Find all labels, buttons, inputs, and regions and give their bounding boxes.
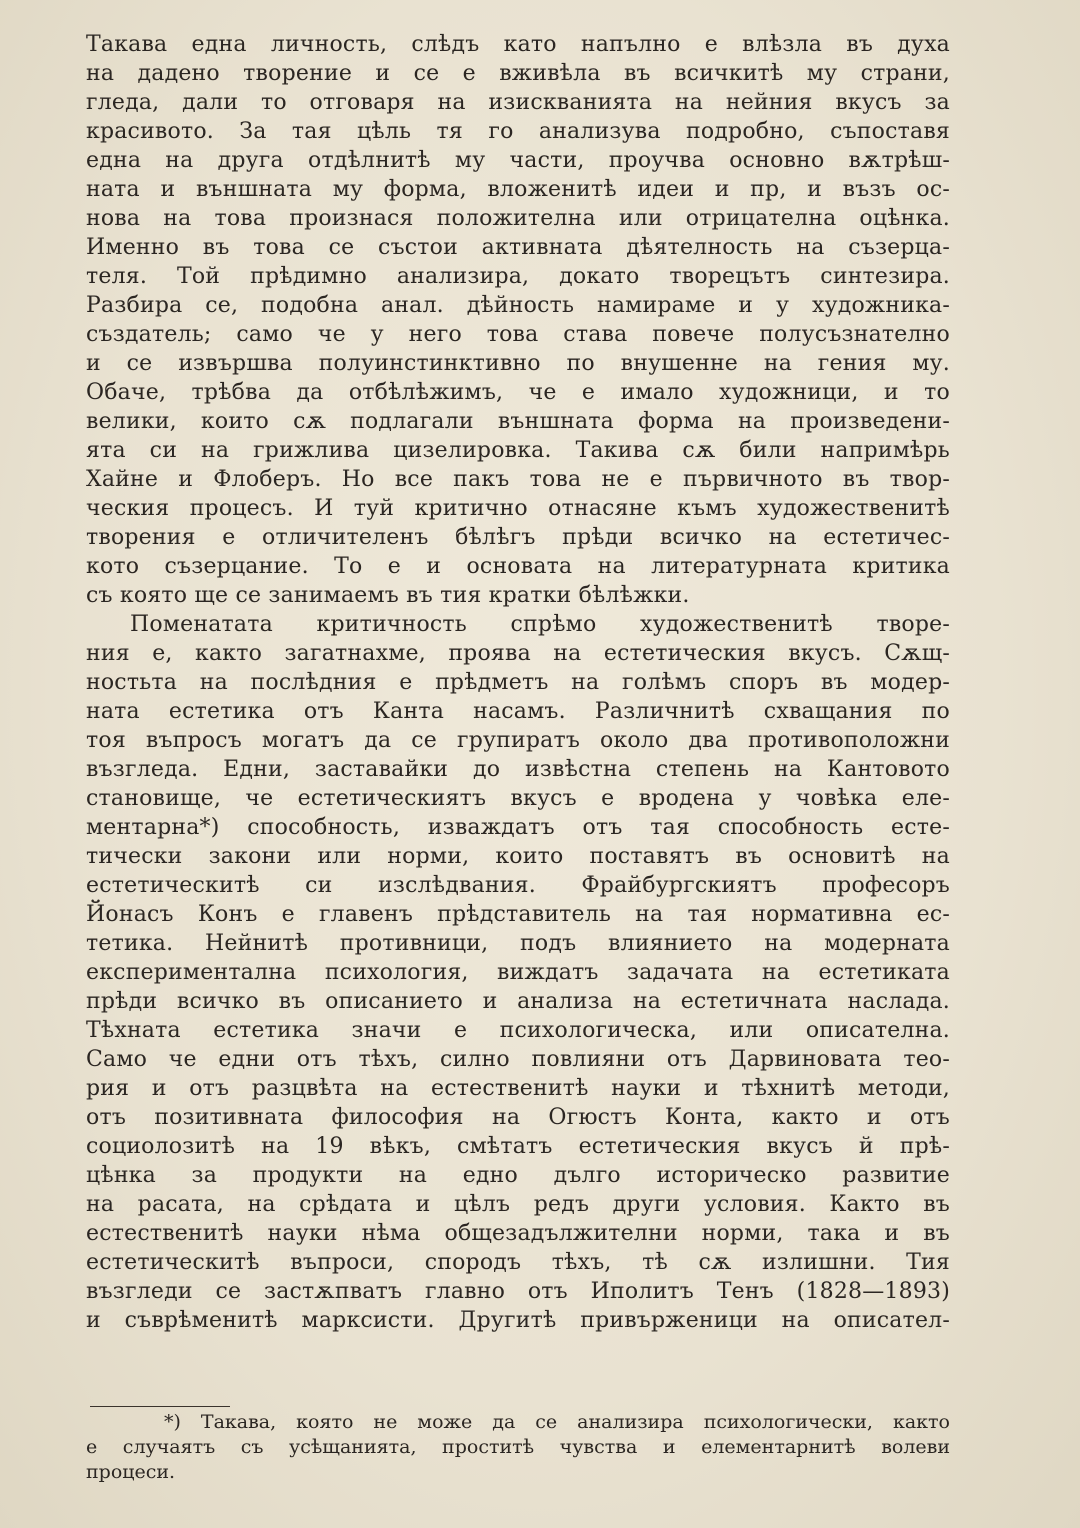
text-line: ческия процесъ. И туй критично отнасяне къмъ художественитѣ (86, 496, 950, 521)
paragraph-start-line: Поменатата критичность спрѣмо художественитѣ творе- (130, 612, 950, 637)
text-line: на расата, на срѣдата и цѣлъ редъ други условия. Както въ (86, 1192, 950, 1217)
footnote-divider (90, 1406, 230, 1407)
text-line: Разбира се, подобна анал. дѣйность намираме и у художника- (86, 293, 950, 318)
text-line: Само че едни отъ тѣхъ, силно повлияни отъ Дарвиновата тео- (86, 1047, 950, 1072)
text-line: прѣди всичко въ описанието и анализа на естетичната наслада. (86, 989, 950, 1014)
text-line: социолозитѣ на 19 вѣкъ, смѣтатъ естетическия вкусъ й прѣ- (86, 1134, 950, 1159)
text-line: нова на това произнася положителна или отрицателна оцѣнка. (86, 206, 950, 231)
text-line: експериментална психология, виждатъ задачата на естетиката (86, 960, 950, 985)
text-line: възгледи се застѫпватъ главно отъ Иполитъ Тенъ (1828—1893) (86, 1279, 950, 1304)
text-line: тоя въпросъ могатъ да се групиратъ около два противоположни (86, 728, 950, 753)
paragraph-end-line: съ която ще се занимаемъ въ тия кратки бѣлѣжки. (86, 583, 690, 608)
text-line: на дадено творение и се е вживѣла въ всичкитѣ му страни, (86, 61, 950, 86)
text-line: становище, че естетическиятъ вкусъ е вродена у човѣка еле- (86, 786, 950, 811)
text-line: велики, които сѫ подлагали външната форма на произведени- (86, 409, 950, 434)
text-line: гледа, дали то отговаря на изискванията на нейния вкусъ за (86, 90, 950, 115)
text-line: естетическитѣ въпроси, спородъ тѣхъ, тѣ сѫ излишни. Тия (86, 1250, 950, 1275)
text-line: естественитѣ науки нѣма общезадължителни норми, така и въ (86, 1221, 950, 1246)
text-line: ностьта на послѣдния е прѣдметъ на голѣмъ споръ въ модер- (86, 670, 950, 695)
text-line: Именно въ това се състои активната дѣятелность на съзерца- (86, 235, 950, 260)
text-line: Тѣхната естетика значи е психологическа, или описателна. (86, 1018, 950, 1043)
text-line: възгледа. Едни, заставайки до извѣстна степень на Кантовото (86, 757, 950, 782)
text-line: и се извършва полуинстинктивно по внушенне на гения му. (86, 351, 950, 376)
text-line: творения е отличителенъ бѣлѣгъ прѣди всичко на естетичес- (86, 525, 950, 550)
text-line: цѣнка за продукти на едно дълго историческо развитие (86, 1163, 950, 1188)
footnote-line: процеси. (86, 1461, 176, 1483)
text-line: ния е, както загатнахме, проява на естетическия вкусъ. Сѫщ- (86, 641, 950, 666)
text-line: рия и отъ разцвѣта на естественитѣ науки и тѣхнитѣ методи, (86, 1076, 950, 1101)
text-line: отъ позитивната философия на Огюстъ Конта, както и отъ (86, 1105, 950, 1130)
footnote-line: е случаятъ съ усѣщанията, проститѣ чувства и елементарнитѣ волеви (86, 1436, 950, 1458)
text-line: естетическитѣ си изслѣдвания. Фрайбургскиятъ професоръ (86, 873, 950, 898)
text-line: ната естетика отъ Канта насамъ. Различнитѣ схващания по (86, 699, 950, 724)
text-line: създатель; само че у него това става повече полусъзнателно (86, 322, 950, 347)
text-line: Йонасъ Конъ е главенъ прѣдставитель на тая нормативна ес- (86, 902, 950, 927)
text-line: ната и външната му форма, вложенитѣ идеи и пр, и възъ ос- (86, 177, 950, 202)
body-text (86, 30, 950, 1335)
footnote-line: *) Такава, която не може да се анализира психологически, както (164, 1411, 950, 1433)
text-line: Хайне и Флоберъ. Но все пакъ това не е първичното въ твор- (86, 467, 950, 492)
text-line: Такава една личность, слѣдъ като напълно е влѣзла въ духа (86, 32, 950, 57)
text-line: и съврѣменитѣ марксисти. Другитѣ привърженици на описател- (86, 1308, 950, 1333)
text-line: ментарна*) способность, изваждатъ отъ тая способность есте- (86, 815, 950, 840)
text-line: ята си на грижлива цизелировка. Такива сѫ били напримѣрь (86, 438, 950, 463)
text-line: една на друга отдѣлнитѣ му части, проучва основно вѫтрѣш- (86, 148, 950, 173)
footnote (86, 1410, 950, 1485)
text-line: тетика. Нейнитѣ противници, подъ влиянието на модерната (86, 931, 950, 956)
text-line: теля. Той прѣдимно анализира, докато творецътъ синтезира. (86, 264, 950, 289)
text-line: тически закони или норми, които поставятъ въ основитѣ на (86, 844, 950, 869)
text-line: Обаче, трѣбва да отбѣлѣжимъ, че е имало художници, и то (86, 380, 950, 405)
text-line: красивото. За тая цѣль тя го анализува подробно, съпоставя (86, 119, 950, 144)
text-line: кото съзерцание. То е и основата на литературната критика (86, 554, 950, 579)
